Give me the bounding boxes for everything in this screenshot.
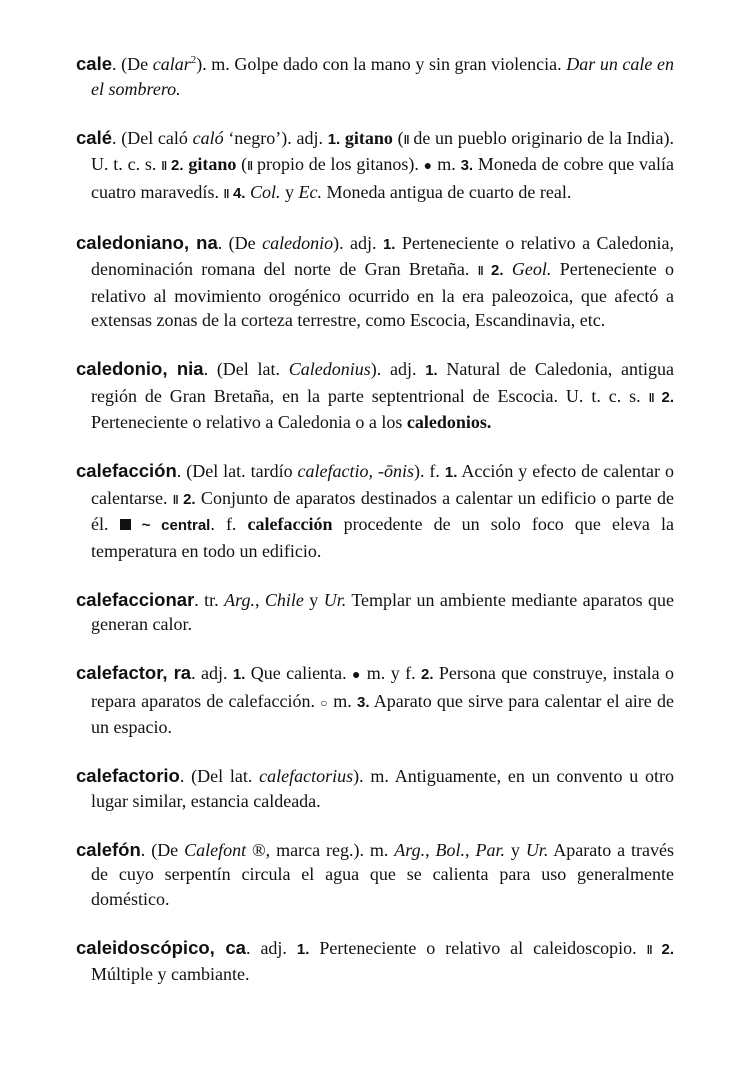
sense-separator: ‖ — [477, 264, 483, 278]
sense-number: 1. — [296, 940, 310, 958]
cross-reference: gitano — [344, 127, 393, 148]
entry-list — [76, 52, 674, 987]
definition-text: ). m. Antiguamente, en un convento u otro lugar similar, estancia caldeada. — [91, 766, 674, 811]
italic-text: Col. — [249, 181, 281, 202]
definition-text: Acción y efecto de calentar o calentarse. — [91, 461, 674, 508]
italic-text: Caledonius — [288, 359, 371, 379]
cross-reference: calefacción — [247, 514, 333, 534]
entry-calefactor — [76, 661, 674, 740]
sense-number: 1. — [232, 666, 246, 683]
italic-text: calar — [152, 54, 191, 74]
definition-text: Múltiple y cambiante. — [91, 964, 250, 984]
definition-text: ( — [392, 127, 404, 148]
definition-text: Moneda de cobre que valía cuatro maravedís. — [91, 154, 675, 202]
entry-caledonio — [76, 357, 674, 435]
definition-text: m. — [432, 154, 461, 174]
definition-text: . adj. — [191, 663, 233, 683]
italic-text: Ec. — [298, 181, 322, 202]
definition-text — [131, 514, 142, 534]
italic-text: Par. — [475, 839, 505, 860]
definition-text: Natural de Caledonia, antigua región de Gran Bretaña, en la parte septentrional de Escocia. U. t. c. s. — [91, 359, 675, 406]
sense-separator: ‖ — [161, 159, 167, 173]
definition-text: . adj. — [245, 937, 297, 958]
compound-form: ~ central — [141, 517, 211, 534]
category-circle-icon: ○ — [320, 695, 329, 710]
definition-text: . tr. — [194, 589, 225, 610]
definition-text: . (De — [112, 54, 153, 74]
sense-number: 2. — [183, 490, 196, 508]
sense-number: 3. — [460, 157, 474, 174]
definition-text: Perteneciente o relativo a Caledonia, denominación romana del norte de Gran Bretaña. — [91, 232, 675, 279]
definition-text: propio de los gitanos). — [252, 154, 424, 174]
definition-text: ®, marca reg.). m. — [246, 839, 395, 860]
entry-calefaccion — [76, 459, 674, 563]
definition-text: . (De — [217, 232, 263, 253]
definition-text: . (De — [140, 839, 185, 860]
definition-text: Que calienta. — [245, 663, 353, 683]
cross-reference: caledonios. — [406, 412, 492, 432]
definition-text: Perteneciente o relativo al movimiento orogénico ocurrido en la era paleozoica, que afectó a extensas zonas de la corteza terrestre, como Escocia, Escandinavia, etc. — [91, 259, 675, 330]
definition-text: , — [465, 839, 476, 860]
definition-text: Persona que construye, instala o repara aparatos de calefacción. — [91, 663, 674, 711]
italic-text: Arg. — [224, 589, 255, 610]
definition-text: y — [280, 181, 299, 202]
italic-text: Geol. — [511, 259, 552, 279]
sense-number: 4. — [232, 184, 246, 202]
sense-separator: ‖ — [172, 492, 178, 507]
cross-reference: gitano — [188, 154, 237, 174]
definition-text: Aparato a través de cuyo serpentín circula el agua que se calienta para uso generalmente doméstico. — [91, 839, 675, 909]
entry-calefactorio — [76, 764, 674, 813]
headword: calefón — [76, 838, 141, 860]
definition-text: ( — [236, 154, 248, 174]
definition-text: , — [254, 589, 265, 610]
sense-number: 1. — [425, 362, 438, 379]
sense-number: 2. — [491, 262, 504, 279]
headword: calefacción — [76, 460, 177, 481]
entry-calefaccionar — [76, 588, 674, 637]
sense-number: 2. — [661, 940, 675, 958]
italic-text: Dar un cale en el sombrero. — [91, 54, 674, 99]
entry-calefon — [76, 838, 674, 912]
definition-text: . f. — [210, 514, 248, 534]
headword: calefactor, ra — [76, 662, 192, 683]
sense-number: 2. — [421, 666, 434, 683]
italic-text: Ur. — [323, 589, 347, 610]
sense-number: 1. — [444, 464, 458, 481]
definition-text: m. y f. — [361, 663, 421, 683]
definition-text — [652, 938, 662, 958]
headword: calefactorio — [76, 765, 180, 786]
definition-text: m. — [328, 690, 358, 711]
definition-text: . (Del caló — [112, 127, 193, 148]
definition-text — [483, 259, 491, 279]
headword: caledonio, nia — [76, 358, 204, 379]
entry-caleidoscopico — [76, 936, 674, 987]
definition-text: y — [504, 839, 526, 860]
definition-text: Aparato que sirve para calentar el aire de un espacio. — [91, 690, 674, 737]
definition-text: de un pueblo originario de la India). U. t. c. s. — [91, 127, 674, 174]
headword: cale — [76, 53, 113, 74]
definition-text: . (Del lat. — [203, 359, 289, 379]
definition-text: . (Del lat. — [179, 766, 260, 786]
sense-number: 2. — [661, 388, 674, 406]
entry-cale — [76, 52, 674, 101]
italic-text: Arg. — [394, 839, 426, 860]
definition-text: Perteneciente o relativo al caleidoscopio. — [309, 937, 647, 958]
italic-text: caló — [192, 127, 224, 148]
sense-separator: ‖ — [403, 132, 409, 147]
headword: caledoniano, na — [76, 231, 218, 253]
italic-text: caledonio — [262, 232, 334, 253]
definition-text: procedente de un solo foco que eleva la temperatura en todo un edificio. — [91, 514, 674, 561]
definition-text: ). m. Golpe dado con la mano y sin gran violencia. — [196, 54, 567, 74]
definition-text: ). f. — [413, 461, 445, 481]
italic-text: Ur. — [525, 839, 549, 860]
definition-text: , — [425, 839, 436, 860]
definition-text: ). adj. — [333, 232, 383, 253]
definition-text: ‘negro’). adj. — [223, 127, 328, 148]
sense-number: 1. — [327, 130, 341, 148]
headword: caleidoscópico, ca — [76, 936, 246, 958]
homograph-superscript: 2 — [190, 54, 197, 66]
italic-text: Bol. — [435, 839, 466, 860]
italic-text: Chile — [264, 589, 304, 610]
sense-separator: ‖ — [648, 390, 654, 405]
definition-text: Perteneciente o relativo a Caledonia o a los — [91, 412, 407, 432]
italic-text: calefactio, -ōnis — [297, 461, 414, 481]
headword: calefaccionar — [76, 588, 195, 610]
sense-number: 1. — [382, 235, 396, 253]
sense-separator: ‖ — [247, 159, 253, 173]
definition-text: ). adj. — [370, 359, 426, 379]
entry-caledoniano — [76, 231, 674, 333]
italic-text: Calefont — [184, 839, 247, 860]
sense-separator: ‖ — [646, 942, 652, 957]
compound-square-icon — [120, 519, 131, 530]
entry-cale-acute — [76, 126, 674, 207]
definition-text: . (Del lat. tardío — [176, 461, 298, 481]
definition-text: Templar un ambiente mediante aparatos que generan calor. — [91, 589, 675, 634]
headword: calé — [76, 126, 113, 148]
definition-text — [504, 259, 512, 279]
category-bullet-icon: ● — [352, 668, 362, 683]
definition-text: Moneda antigua de cuarto de real. — [321, 181, 572, 202]
sense-number: 3. — [357, 693, 370, 711]
category-bullet-icon: ● — [423, 159, 433, 174]
italic-text: calefactorius — [259, 766, 354, 786]
definition-text: Conjunto de aparatos destinados a calentar un edificio o parte de él. — [91, 487, 675, 534]
definition-text: y — [303, 589, 324, 610]
sense-number: 2. — [171, 157, 184, 174]
sense-separator: ‖ — [223, 186, 229, 201]
